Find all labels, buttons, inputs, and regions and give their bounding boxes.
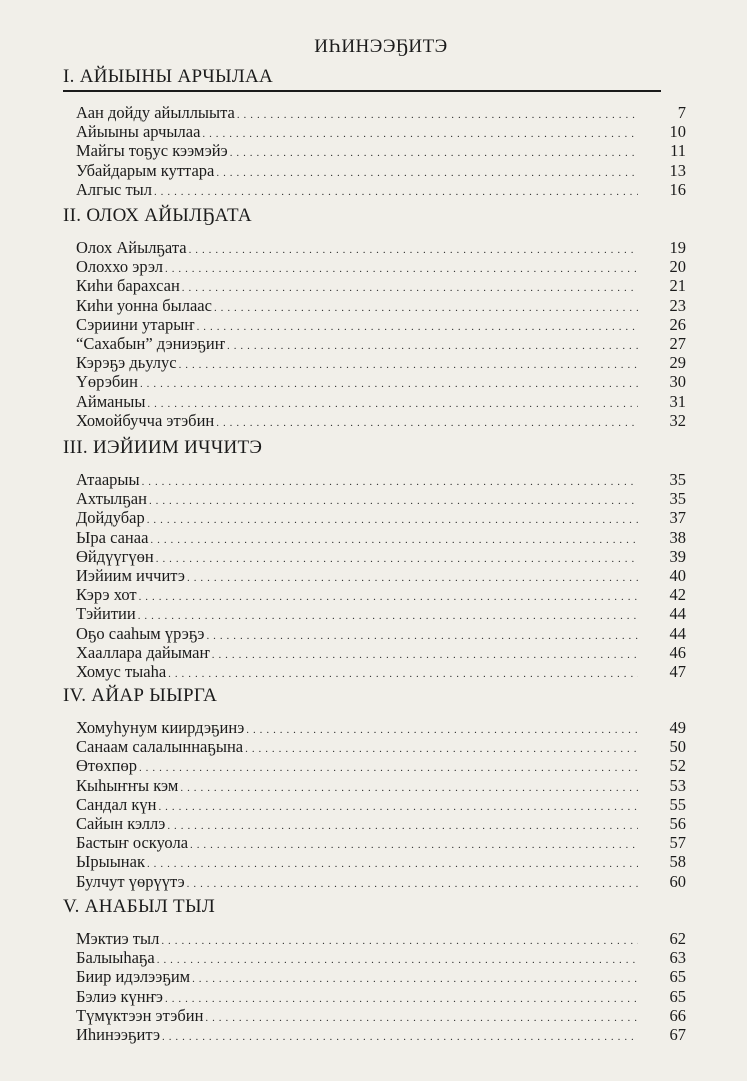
dot-leader bbox=[187, 569, 638, 588]
toc-entry bbox=[76, 180, 686, 199]
dot-leader bbox=[168, 665, 638, 684]
page-number: 60 bbox=[669, 871, 686, 891]
page-number: 42 bbox=[669, 585, 686, 605]
section-divider bbox=[63, 90, 661, 92]
toc-entry bbox=[76, 103, 686, 122]
page-number: 37 bbox=[669, 508, 686, 528]
toc-entry bbox=[76, 161, 686, 180]
entry-title: Биир идэлээҕим bbox=[76, 967, 191, 987]
dot-leader bbox=[154, 183, 638, 202]
dot-leader bbox=[227, 337, 638, 356]
toc-entry bbox=[76, 624, 686, 643]
section-heading: V. АНАБЫЛ ТЫЛ bbox=[63, 896, 216, 917]
section-heading: III. ИЭЙИИМ ИЧЧИТЭ bbox=[63, 437, 263, 458]
dot-leader bbox=[189, 241, 638, 260]
entry-title: Айманыы bbox=[76, 391, 146, 411]
dot-leader bbox=[165, 260, 638, 279]
entry-title: Иэйиим иччитэ bbox=[76, 565, 186, 585]
page-number: 38 bbox=[669, 527, 686, 547]
page-number: 47 bbox=[669, 661, 686, 681]
dot-leader bbox=[167, 817, 638, 836]
page-number: 46 bbox=[669, 642, 686, 662]
page-number: 56 bbox=[669, 813, 686, 833]
page-number: 19 bbox=[669, 238, 686, 257]
toc-entry bbox=[76, 604, 686, 623]
section-entries bbox=[76, 718, 686, 891]
page-number: 44 bbox=[669, 623, 686, 643]
page-number: 66 bbox=[669, 1005, 686, 1025]
page-number: 29 bbox=[669, 353, 686, 373]
entry-title: Бастыҥ оскуола bbox=[76, 833, 189, 853]
entry-title: Балыыһаҕа bbox=[76, 948, 155, 968]
dot-leader bbox=[156, 550, 638, 569]
toc-entry bbox=[76, 257, 686, 276]
entry-title: Киһи уонна былаас bbox=[76, 295, 212, 315]
dot-leader bbox=[246, 721, 638, 740]
toc-entry bbox=[76, 489, 686, 508]
toc-entry bbox=[76, 315, 686, 334]
page-number: 39 bbox=[669, 546, 686, 566]
toc-entry bbox=[76, 662, 686, 681]
entry-title: Олоххо эрэл bbox=[76, 257, 163, 277]
toc-entry bbox=[76, 141, 686, 160]
toc-container bbox=[63, 0, 686, 1081]
page-number: 35 bbox=[669, 489, 686, 509]
toc-entry bbox=[76, 353, 686, 372]
dot-leader bbox=[202, 125, 638, 144]
toc-entry bbox=[76, 508, 686, 527]
dot-leader bbox=[205, 1009, 638, 1028]
toc-entry bbox=[76, 929, 686, 948]
page-number: 53 bbox=[669, 775, 686, 795]
toc-entry bbox=[76, 1006, 686, 1025]
dot-leader bbox=[138, 607, 638, 626]
entry-title: Айыыны арчылаа bbox=[76, 122, 201, 142]
entry-title: Өйдүүгүөн bbox=[76, 546, 154, 566]
toc-entry bbox=[76, 756, 686, 775]
entry-title: Тэйитии bbox=[76, 604, 136, 624]
entry-title: Сэриини утарыҥ bbox=[76, 314, 195, 334]
toc-entry bbox=[76, 776, 686, 795]
toc-entry bbox=[76, 718, 686, 737]
dot-leader bbox=[140, 375, 638, 394]
entry-title: Кэрэ хот bbox=[76, 585, 137, 605]
entry-title: Санаам салалыннаҕына bbox=[76, 737, 244, 757]
toc-entry bbox=[76, 585, 686, 604]
dot-leader bbox=[206, 627, 638, 646]
section-entries bbox=[76, 238, 686, 430]
toc-entry bbox=[76, 814, 686, 833]
toc-entry bbox=[76, 948, 686, 967]
dot-leader bbox=[161, 932, 638, 951]
dot-leader bbox=[216, 164, 638, 183]
page-number: 40 bbox=[669, 565, 686, 585]
dot-leader bbox=[147, 395, 638, 414]
page-number: 65 bbox=[669, 967, 686, 987]
toc-entry bbox=[76, 566, 686, 585]
entry-title: Сандал күн bbox=[76, 794, 157, 814]
entry-title: Ыра санаа bbox=[76, 527, 149, 547]
page-number: 49 bbox=[669, 718, 686, 737]
toc-entry bbox=[76, 122, 686, 141]
toc-entry bbox=[76, 238, 686, 257]
page-number: 13 bbox=[669, 160, 686, 180]
entry-title: Иһинээҕитэ bbox=[76, 1024, 161, 1044]
dot-leader bbox=[216, 414, 638, 433]
dot-leader bbox=[180, 779, 638, 798]
page-number: 11 bbox=[670, 141, 686, 161]
page-number: 52 bbox=[669, 756, 686, 776]
toc-entry bbox=[76, 872, 686, 891]
dot-leader bbox=[237, 106, 638, 125]
toc-entry bbox=[76, 334, 686, 353]
page-number: 21 bbox=[669, 276, 686, 296]
entry-title: Хомуһунум киирдэҕинэ bbox=[76, 718, 245, 737]
dot-leader bbox=[149, 492, 638, 511]
entry-title: Түмүктээн этэбин bbox=[76, 1005, 204, 1025]
dot-leader bbox=[214, 299, 638, 318]
entry-title: Хомойбучча этэбин bbox=[76, 410, 215, 430]
entry-title: Сайын кэллэ bbox=[76, 813, 166, 833]
toc-entry bbox=[76, 795, 686, 814]
section-entries bbox=[76, 929, 686, 1044]
toc-entry bbox=[76, 392, 686, 411]
page-number: 20 bbox=[669, 257, 686, 277]
entry-title: Олох Айылҕата bbox=[76, 238, 187, 257]
toc-entry bbox=[76, 967, 686, 986]
toc-entry bbox=[76, 411, 686, 430]
page-number: 30 bbox=[669, 372, 686, 392]
page-number: 65 bbox=[669, 986, 686, 1006]
section-entries bbox=[76, 103, 686, 199]
entry-title: Үөрэбин bbox=[76, 372, 138, 392]
dot-leader bbox=[150, 531, 638, 550]
dot-leader bbox=[165, 990, 638, 1009]
entry-title: Алгыс тыл bbox=[76, 179, 152, 199]
page-number: 57 bbox=[669, 833, 686, 853]
page-number: 62 bbox=[669, 929, 686, 948]
entry-title: Майгы тоҕус кээмэйэ bbox=[76, 141, 228, 161]
dot-leader bbox=[197, 318, 638, 337]
toc-entry bbox=[76, 987, 686, 1006]
toc-entry bbox=[76, 852, 686, 871]
dot-leader bbox=[245, 740, 638, 759]
dot-leader bbox=[179, 356, 638, 375]
entry-title: Аан дойду айыллыыта bbox=[76, 103, 235, 122]
dot-leader bbox=[190, 836, 638, 855]
toc-entry bbox=[76, 372, 686, 391]
toc-entry bbox=[76, 296, 686, 315]
section-heading: I. АЙЫЫНЫ АРЧЫЛАА bbox=[63, 66, 274, 87]
page-number: 44 bbox=[669, 604, 686, 624]
dot-leader bbox=[230, 144, 638, 163]
page-number: 35 bbox=[669, 470, 686, 489]
entry-title: Киһи барахсан bbox=[76, 276, 180, 296]
page-number: 50 bbox=[669, 737, 686, 757]
toc-entry bbox=[76, 1025, 686, 1044]
section-heading: IV. АЙАР ЫЫРГА bbox=[63, 685, 218, 706]
dot-leader bbox=[147, 855, 638, 874]
page-number: 26 bbox=[669, 314, 686, 334]
page-number: 67 bbox=[669, 1024, 686, 1044]
entry-title: Оҕо сааһым үрэҕэ bbox=[76, 623, 205, 643]
toc-entry bbox=[76, 737, 686, 756]
page-number: 23 bbox=[669, 295, 686, 315]
dot-leader bbox=[139, 759, 638, 778]
entry-title: Дойдубар bbox=[76, 508, 145, 528]
entry-title: Булчут үөрүүтэ bbox=[76, 871, 185, 891]
page-number: 63 bbox=[669, 948, 686, 968]
toc-entry bbox=[76, 643, 686, 662]
dot-leader bbox=[162, 1028, 638, 1047]
page-number: 55 bbox=[669, 794, 686, 814]
entry-title: Хааллара дайымаҥ bbox=[76, 642, 210, 662]
entry-title: Ырыынак bbox=[76, 852, 145, 872]
entry-title: Кэрэҕэ дьулус bbox=[76, 353, 177, 373]
entry-title: “Сахабын” дэниэҕиҥ bbox=[76, 333, 226, 353]
entry-title: Ахтылҕан bbox=[76, 489, 147, 509]
toc-entry bbox=[76, 470, 686, 489]
dot-leader bbox=[158, 798, 638, 817]
dot-leader bbox=[142, 473, 638, 492]
toc-entry bbox=[76, 528, 686, 547]
page-number: 32 bbox=[669, 410, 686, 430]
section-entries bbox=[76, 470, 686, 681]
dot-leader bbox=[157, 951, 638, 970]
page-number: 31 bbox=[669, 391, 686, 411]
dot-leader bbox=[212, 646, 638, 665]
page-title: ИҺИНЭЭҔИТЭ bbox=[314, 36, 448, 57]
entry-title: Өтөхпөр bbox=[76, 756, 137, 776]
entry-title: Атаарыы bbox=[76, 470, 140, 489]
page-number: 16 bbox=[669, 179, 686, 199]
toc-entry bbox=[76, 276, 686, 295]
entry-title: Кыһыҥҥы кэм bbox=[76, 775, 179, 795]
page-number: 27 bbox=[669, 333, 686, 353]
toc-entry bbox=[76, 833, 686, 852]
entry-title: Бэлиэ күнҥэ bbox=[76, 986, 163, 1006]
page-number: 10 bbox=[669, 122, 686, 142]
dot-leader bbox=[192, 970, 638, 989]
dot-leader bbox=[139, 588, 638, 607]
dot-leader bbox=[182, 279, 638, 298]
entry-title: Мэктиэ тыл bbox=[76, 929, 160, 948]
dot-leader bbox=[187, 875, 638, 894]
toc-entry bbox=[76, 547, 686, 566]
page-number: 58 bbox=[669, 852, 686, 872]
entry-title: Убайдарым куттара bbox=[76, 160, 215, 180]
dot-leader bbox=[147, 511, 638, 530]
page-number: 7 bbox=[677, 103, 686, 122]
entry-title: Хомус тыаһа bbox=[76, 661, 167, 681]
section-heading: II. ОЛОХ АЙЫЛҔАТА bbox=[63, 205, 252, 226]
